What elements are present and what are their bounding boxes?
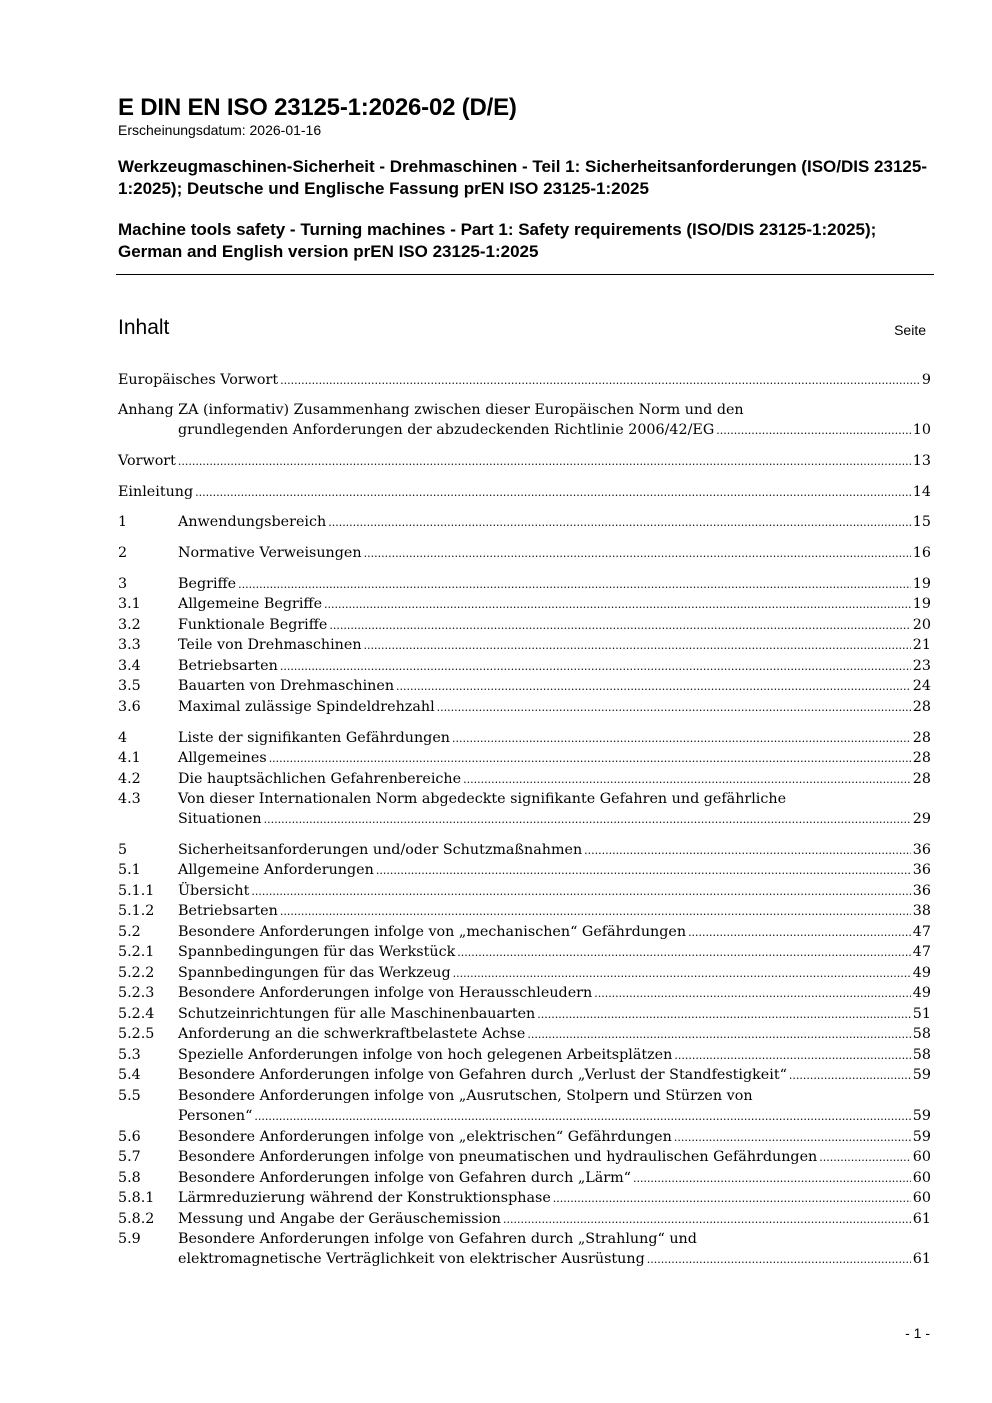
dot-leader	[716, 420, 911, 441]
dot-leader	[324, 594, 911, 615]
toc-entry-number: 5.8	[118, 1170, 141, 1186]
title-english: Machine tools safety - Turning machines - Part 1: Safety requirements (ISO/DIS 23125-1:2025); German and English version prEN ISO 23125-1:2025	[118, 220, 877, 261]
toc-entry-title: Europäisches Vorwort	[118, 372, 279, 388]
dot-leader	[328, 512, 911, 533]
toc-entry-page: 49	[912, 965, 931, 981]
toc-entry-page: 49	[912, 985, 931, 1001]
dot-leader	[376, 860, 911, 881]
toc-entry-number: 5.1.1	[118, 883, 155, 899]
toc-entry[interactable]	[118, 748, 931, 768]
toc-entry-number: 5.3	[118, 1047, 141, 1063]
toc-entry-page: 36	[912, 842, 931, 858]
toc-entry[interactable]	[118, 615, 931, 635]
toc-entry-page: 60	[912, 1149, 931, 1165]
toc-entry[interactable]	[118, 860, 931, 880]
toc-entry[interactable]	[118, 370, 931, 390]
page-number: - 1 -	[905, 1325, 930, 1341]
toc-entry-title: Besondere Anforderungen infolge von Gefahren durch „Strahlung“ und	[178, 1231, 697, 1247]
toc-entry-page: 20	[912, 617, 931, 633]
toc-entry[interactable]	[118, 1147, 931, 1167]
toc-entry-title: Besondere Anforderungen infolge von Herausschleudern	[178, 985, 593, 1001]
dot-leader	[264, 809, 911, 830]
toc-entry-title: Anwendungsbereich	[178, 514, 327, 530]
toc-entry-number: 5.8.2	[118, 1211, 155, 1227]
toc-entry-title: Besondere Anforderungen infolge von „mechanischen“ Gefährdungen	[178, 924, 687, 940]
toc-entry-page: 29	[912, 811, 931, 828]
toc-entry-title: Funktionale Begriffe	[178, 617, 328, 633]
toc-entry-number: 3.4	[118, 658, 141, 674]
toc-entry-title: Die hauptsächlichen Gefahrenbereiche	[178, 771, 462, 787]
dot-leader	[647, 1249, 911, 1270]
dot-leader	[463, 769, 911, 790]
toc-entry-page: 59	[912, 1067, 931, 1083]
document-header	[118, 94, 934, 263]
toc-entry-title: Lärmreduzierung während der Konstruktionsphase	[178, 1190, 551, 1206]
toc-entry-page: 15	[912, 514, 931, 530]
toc-entry-page: 16	[912, 545, 931, 561]
toc-entry-number: 5.2.5	[118, 1026, 155, 1042]
toc-entry[interactable]	[118, 1229, 931, 1270]
toc-entry-number: 5.8.1	[118, 1190, 155, 1206]
toc-entry-page: 61	[912, 1251, 931, 1268]
toc-entry-page: 60	[912, 1170, 931, 1186]
toc-entry[interactable]	[118, 400, 931, 441]
toc-entry-title: Betriebsarten	[178, 658, 278, 674]
toc-entry-page: 24	[912, 678, 931, 694]
toc-entry[interactable]	[118, 922, 931, 942]
dot-leader	[396, 676, 911, 697]
toc-entry-title: Sicherheitsanforderungen und/oder Schutzmaßnahmen	[178, 842, 583, 858]
header-rule	[116, 274, 934, 275]
toc-entry-page: 28	[912, 750, 931, 766]
toc-entry-number: 3.3	[118, 637, 141, 653]
dot-leader	[674, 1127, 911, 1148]
toc-entry[interactable]	[118, 594, 931, 614]
toc-entry-title: Allgemeine Begriffe	[178, 596, 323, 612]
toc-entry-page: 9	[921, 372, 931, 388]
dot-leader	[269, 748, 911, 769]
toc-entry[interactable]	[118, 769, 931, 789]
toc-entry-title: Teile von Drehmaschinen	[178, 637, 362, 653]
toc-entry-page: 28	[912, 771, 931, 787]
toc-entry-title-continued: Situationen	[178, 811, 262, 828]
toc-entry[interactable]	[118, 901, 931, 921]
toc-entry-number: 5.2.4	[118, 1006, 155, 1022]
toc-entry-page: 59	[912, 1108, 931, 1125]
toc-entry[interactable]	[118, 881, 931, 901]
toc-entry-title: Bauarten von Drehmaschinen	[178, 678, 395, 694]
toc-entry-number: 4.2	[118, 771, 141, 787]
toc-entry-title: Begriffe	[178, 576, 237, 592]
toc-entry-title: Übersicht	[178, 883, 250, 899]
toc-entry-title: Normative Verweisungen	[178, 545, 362, 561]
dot-leader	[503, 1209, 911, 1230]
toc-entry-page: 28	[912, 730, 931, 746]
toc-entry[interactable]	[118, 543, 931, 563]
toc-entry-number: 5.2.3	[118, 985, 155, 1001]
toc-entry-number: 5.2	[118, 924, 141, 940]
toc-entry-title: Allgemeines	[178, 750, 267, 766]
dot-leader	[452, 728, 911, 749]
toc-entry-title: Besondere Anforderungen infolge von Gefahren durch „Verlust der Standfestigkeit“	[178, 1067, 787, 1083]
toc-entry[interactable]	[118, 451, 931, 471]
toc-entry-page: 61	[912, 1211, 931, 1227]
toc-entry-title-continued: grundlegenden Anforderungen der abzudeckenden Richtlinie 2006/42/EG	[178, 422, 715, 439]
toc-entry-page: 19	[912, 596, 931, 612]
toc-entry-number: 3.2	[118, 617, 141, 633]
toc-entry[interactable]	[118, 728, 931, 748]
dot-leader	[329, 615, 910, 636]
toc-entry-number: 1	[118, 514, 128, 530]
toc-entry[interactable]	[118, 512, 931, 532]
toc-entry[interactable]	[118, 1188, 931, 1208]
dot-leader	[238, 574, 911, 595]
toc-entry-page: 59	[912, 1129, 931, 1145]
toc-entry-number: 5.1	[118, 862, 141, 878]
toc-entry-number: 4	[118, 730, 128, 746]
toc-entry-title: Von dieser Internationalen Norm abgedeckte signifikante Gefahren und gefährliche	[178, 791, 787, 807]
toc-entry-number: 5.5	[118, 1088, 141, 1104]
dot-leader	[178, 451, 911, 472]
dot-leader	[527, 1024, 910, 1045]
toc-entry[interactable]	[118, 482, 931, 502]
toc-entry-number: 5.6	[118, 1129, 141, 1145]
dot-leader	[674, 1045, 910, 1066]
toc-entry-number: 5.9	[118, 1231, 141, 1247]
dot-leader	[251, 881, 910, 902]
toc-entry-page: 58	[912, 1047, 931, 1063]
dot-leader	[453, 963, 911, 984]
toc-entry-title: Anhang ZA (informativ) Zusammenhang zwischen dieser Europäischen Norm und den	[118, 402, 744, 418]
toc-entry[interactable]	[118, 635, 931, 655]
toc-entry-title: Spezielle Anforderungen infolge von hoch gelegenen Arbeitsplätzen	[178, 1047, 673, 1063]
toc-entry-number: 2	[118, 545, 128, 561]
toc-entry-title: Schutzeinrichtungen für alle Maschinenbauarten	[178, 1006, 536, 1022]
dot-leader	[364, 543, 911, 564]
toc-entry[interactable]	[118, 1168, 931, 1188]
toc-entry-number: 5.4	[118, 1067, 141, 1083]
dot-leader	[553, 1188, 911, 1209]
toc-entry-page: 13	[912, 453, 931, 469]
dot-leader	[688, 922, 911, 943]
toc-entry-number: 3	[118, 576, 128, 592]
toc-entry-number: 5	[118, 842, 128, 858]
toc-entry-page: 21	[912, 637, 931, 653]
toc-entry-page: 47	[912, 944, 931, 960]
toc-entry[interactable]	[118, 1004, 931, 1024]
dot-leader	[195, 482, 911, 503]
dot-leader	[280, 370, 920, 391]
toc-entry[interactable]	[118, 1024, 931, 1044]
toc-entry[interactable]	[118, 840, 931, 860]
dot-leader	[633, 1168, 911, 1189]
toc-entry[interactable]	[118, 789, 931, 830]
toc-entry-page: 19	[912, 576, 931, 592]
toc-entry-page: 47	[912, 924, 931, 940]
toc-entry-number: 5.2.2	[118, 965, 155, 981]
toc-entry[interactable]	[118, 963, 931, 983]
toc-heading-row	[118, 316, 926, 340]
dot-leader	[457, 942, 911, 963]
toc-entry-page: 51	[912, 1006, 931, 1022]
toc-entry-page: 60	[912, 1190, 931, 1206]
toc-entry-page: 14	[912, 484, 931, 500]
toc-entry[interactable]	[118, 1065, 931, 1085]
dot-leader	[584, 840, 911, 861]
toc-entry-title: Besondere Anforderungen infolge von „Ausrutschen, Stolpern und Stürzen von	[178, 1088, 753, 1104]
toc-entry-title: Betriebsarten	[178, 903, 278, 919]
dot-leader	[280, 656, 911, 677]
toc-entry-title: Spannbedingungen für das Werkstück	[178, 944, 456, 960]
title-german: Werkzeugmaschinen-Sicherheit - Drehmaschinen - Teil 1: Sicherheitsanforderungen (ISO/DIS 23125-1:2025); Deutsche und Englische Fassung prEN ISO 23125-1:2025	[118, 157, 927, 198]
toc-entry-title: Maximal zulässige Spindeldrehzahl	[178, 699, 435, 715]
dot-leader	[280, 901, 911, 922]
toc-entry-title: Vorwort	[118, 453, 176, 469]
toc-entry[interactable]	[118, 574, 931, 594]
toc-entry[interactable]	[118, 942, 931, 962]
toc-entry[interactable]	[118, 676, 931, 696]
toc-entry-title: Anforderung an die schwerkraftbelastete Achse	[178, 1026, 526, 1042]
dot-leader	[594, 983, 911, 1004]
toc-entry-title-continued: elektromagnetische Verträglichkeit von elektrischer Ausrüstung	[178, 1251, 645, 1268]
toc-entry-page: 36	[912, 883, 931, 899]
dot-leader	[437, 697, 911, 718]
toc-entry[interactable]	[118, 697, 931, 717]
standard-id: E DIN EN ISO 23125-1:2026-02 (D/E)	[118, 94, 517, 121]
toc-entry-number: 5.2.1	[118, 944, 155, 960]
toc-entry-number: 3.6	[118, 699, 141, 715]
toc-entry-title: Besondere Anforderungen infolge von „elektrischen“ Gefährdungen	[178, 1129, 672, 1145]
toc-entry-title: Liste der signifikanten Gefährdungen	[178, 730, 451, 746]
toc-entry-title: Besondere Anforderungen infolge von pneumatischen und hydraulischen Gefährdungen	[178, 1149, 818, 1165]
dot-leader	[789, 1065, 911, 1086]
toc-heading: Inhalt	[118, 316, 170, 339]
toc-entry-title: Besondere Anforderungen infolge von Gefahren durch „Lärm“	[178, 1170, 631, 1186]
toc-entry[interactable]	[118, 983, 931, 1003]
toc-entry-number: 4.1	[118, 750, 141, 766]
toc-entry-page: 36	[912, 862, 931, 878]
page-column-label: Seite	[894, 322, 926, 338]
dot-leader	[819, 1147, 911, 1168]
toc-entry-title: Einleitung	[118, 484, 194, 500]
toc-entry-page: 10	[912, 422, 931, 439]
toc-entry[interactable]	[118, 656, 931, 676]
toc-entry[interactable]	[118, 1209, 931, 1229]
toc-entry-number: 3.1	[118, 596, 141, 612]
toc-entry-number: 3.5	[118, 678, 141, 694]
toc-entry-title: Allgemeine Anforderungen	[178, 862, 374, 878]
toc-entry-page: 23	[912, 658, 931, 674]
toc-entry[interactable]	[118, 1086, 931, 1127]
dot-leader	[254, 1106, 910, 1127]
toc-entry-page: 28	[912, 699, 931, 715]
toc-entry[interactable]	[118, 1045, 931, 1065]
toc-entry-title-continued: Personen“	[178, 1108, 253, 1125]
toc-entry-number: 4.3	[118, 791, 141, 807]
toc-entry-page: 58	[912, 1026, 931, 1042]
toc-entry-page: 38	[912, 903, 931, 919]
toc-entry-title: Messung und Angabe der Geräuschemission	[178, 1211, 502, 1227]
toc-entry-number: 5.1.2	[118, 903, 155, 919]
toc-entry[interactable]	[118, 1127, 931, 1147]
toc-entry-number: 5.7	[118, 1149, 141, 1165]
dot-leader	[537, 1004, 911, 1025]
publication-date: Erscheinungsdatum: 2026-01-16	[118, 122, 322, 138]
toc-entry-title: Spannbedingungen für das Werkzeug	[178, 965, 451, 981]
dot-leader	[364, 635, 911, 656]
